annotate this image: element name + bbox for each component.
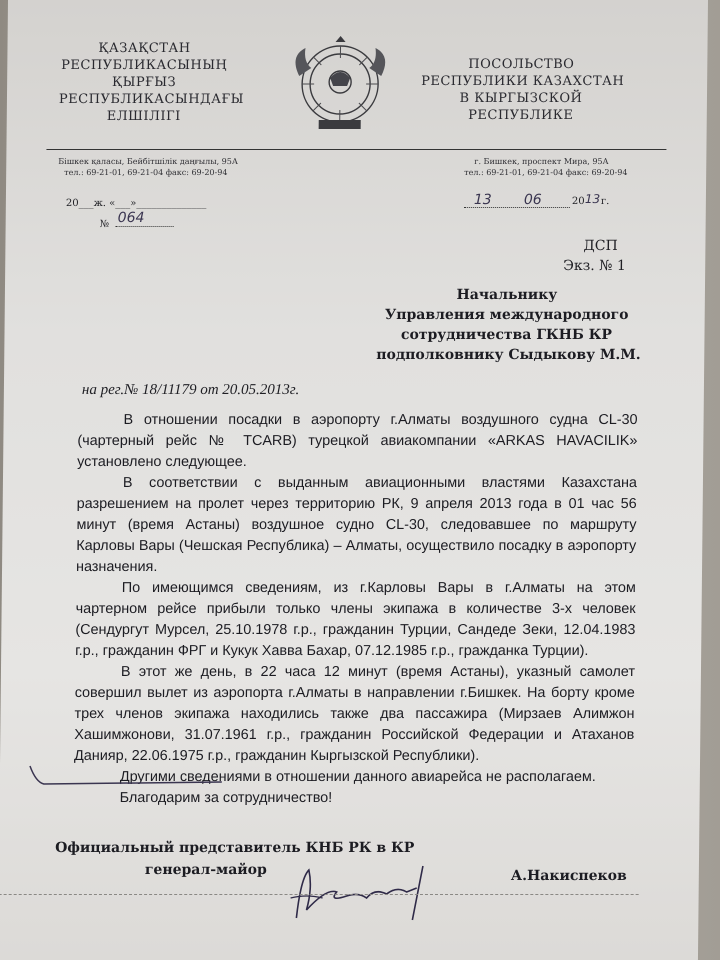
letterhead-divider [46,149,666,150]
handwritten-signature [266,858,457,928]
classification-label: ДСП [583,238,618,254]
letterhead-right-line: В КЫРГЫЗСКОЙ [459,91,583,106]
signatory-name: А.Накиспеков [510,868,627,884]
address-left [58,156,238,178]
bottom-divider [0,894,639,895]
number-underline [116,226,174,227]
letterhead-right-line: ПОСОЛЬСТВО [468,57,575,72]
date-right [460,192,620,212]
state-emblem [285,36,396,136]
reply-reference: на рег.№ 18/11179 от 20.05.2013г. [81,382,300,398]
addressee-line: подполковнику Сыдыкову М.М. [376,347,641,363]
letterhead-left-line: РЕСПУБЛИКАСЫНЫҢ [61,58,228,73]
outgoing-number: 064 [117,210,145,226]
address-left-phones: тел.: 69-21-01, 69-21-04 факс: 69-20-94 [64,168,228,177]
signatory-title: Официальный представитель КНБ РК в КР [55,840,415,856]
letterhead-left-line: ҚАЗАҚСТАН [98,41,191,56]
copy-number: Экз. № 1 [563,258,626,274]
address-right-phones: тел.: 69-21-01, 69-21-04 факс: 69-20-94 [464,168,628,177]
addressee-block [376,285,641,365]
letterhead-left-line: ҚЫРҒЫЗ [111,75,177,90]
letterhead-left [58,40,244,125]
pen-underline-mark [26,760,226,790]
body-paragraph: В соответствии с выданным авиационными властями Казахстана разрешением на пролет через территорию РК, 9 апреля 2013 года в 01 час 56 минут (время Астаны) воздушное судно CL-30, следовавшее по маршруту Карловы Вары (Чешская Республика) – Алматы, осуществило посадку в аэропорту назначения. [75,475,638,575]
addressee-line: Управления международного [384,307,629,323]
address-right [464,156,627,178]
date-blank-left: 20___ж. «___»______________ [65,198,207,209]
emblem-icon [285,36,396,136]
date-day: 13 [473,192,492,208]
address-right-street: г. Бишкек, проспект Мира, 95А [474,157,609,166]
body-paragraph: Благодарим за сотрудничество! [119,790,333,806]
addressee-line: Начальнику [456,287,558,303]
outgoing-number-prefix: № [99,219,110,230]
date-year: 13 [584,192,601,206]
body-paragraph: В этот же день, в 22 часа 12 минут (время Астаны), указный самолет совершил вылет из аэропорта г.Алматы в направлении г.Бишкек. На борту кроме трех членов экипажа находились также два пассажира (Мирзаев Алимжон Хашимжонови, 31.07.1961 г.р., гражданин Российской Федерации и Атаханов Данияр, 22.06.1975 г.р., гражданин Кыргызской Республики). [73,664,636,764]
letterhead-left-line: ЕЛШІЛІГІ [106,109,181,124]
letterhead-left-line: РЕСПУБЛИКАСЫНДАҒЫ [58,92,244,107]
body-paragraph: По имеющимся сведениям, из г.Карловы Вары в г.Алматы на этом чартерном рейсе прибыли только члены экипажа в количестве 3-х человек (Сендургут Мурсел, 25.10.1978 г.р., гражданин Турции, Сандеде Зеки, 12.04.1983 г.р., гражданин ФРГ и Кукук Хавва Бахар, 07.12.1985 г.р., гражданка Турции). [75,580,636,659]
address-left-street: Бішкек қаласы, Бейбітшілік даңғылы, 95А [58,157,238,166]
letter-body [74,410,638,809]
letterhead-right-line: РЕСПУБЛИКЕ [468,108,574,123]
date-suffix: г. [600,196,610,207]
addressee-line: сотрудничества ГКНБ КР [400,327,613,343]
signatory-rank: генерал-майор [144,862,267,878]
body-paragraph: Другими сведениями в отношении данного авиарейса не располагаем. [119,769,596,785]
date-year-prefix: 20 [571,196,585,207]
letterhead-right [421,56,625,124]
letterhead-right-line: РЕСПУБЛИКИ КАЗАХСТАН [421,74,625,89]
date-month: 06 [523,192,542,208]
date-underline [464,207,570,208]
body-paragraph: В отношении посадки в аэропорту г.Алматы воздушного судна CL-30 (чартерный рейс № TCARB) турецкой авиакомпании «ARKAS HAVACILIK» установлено следующее. [77,412,638,470]
